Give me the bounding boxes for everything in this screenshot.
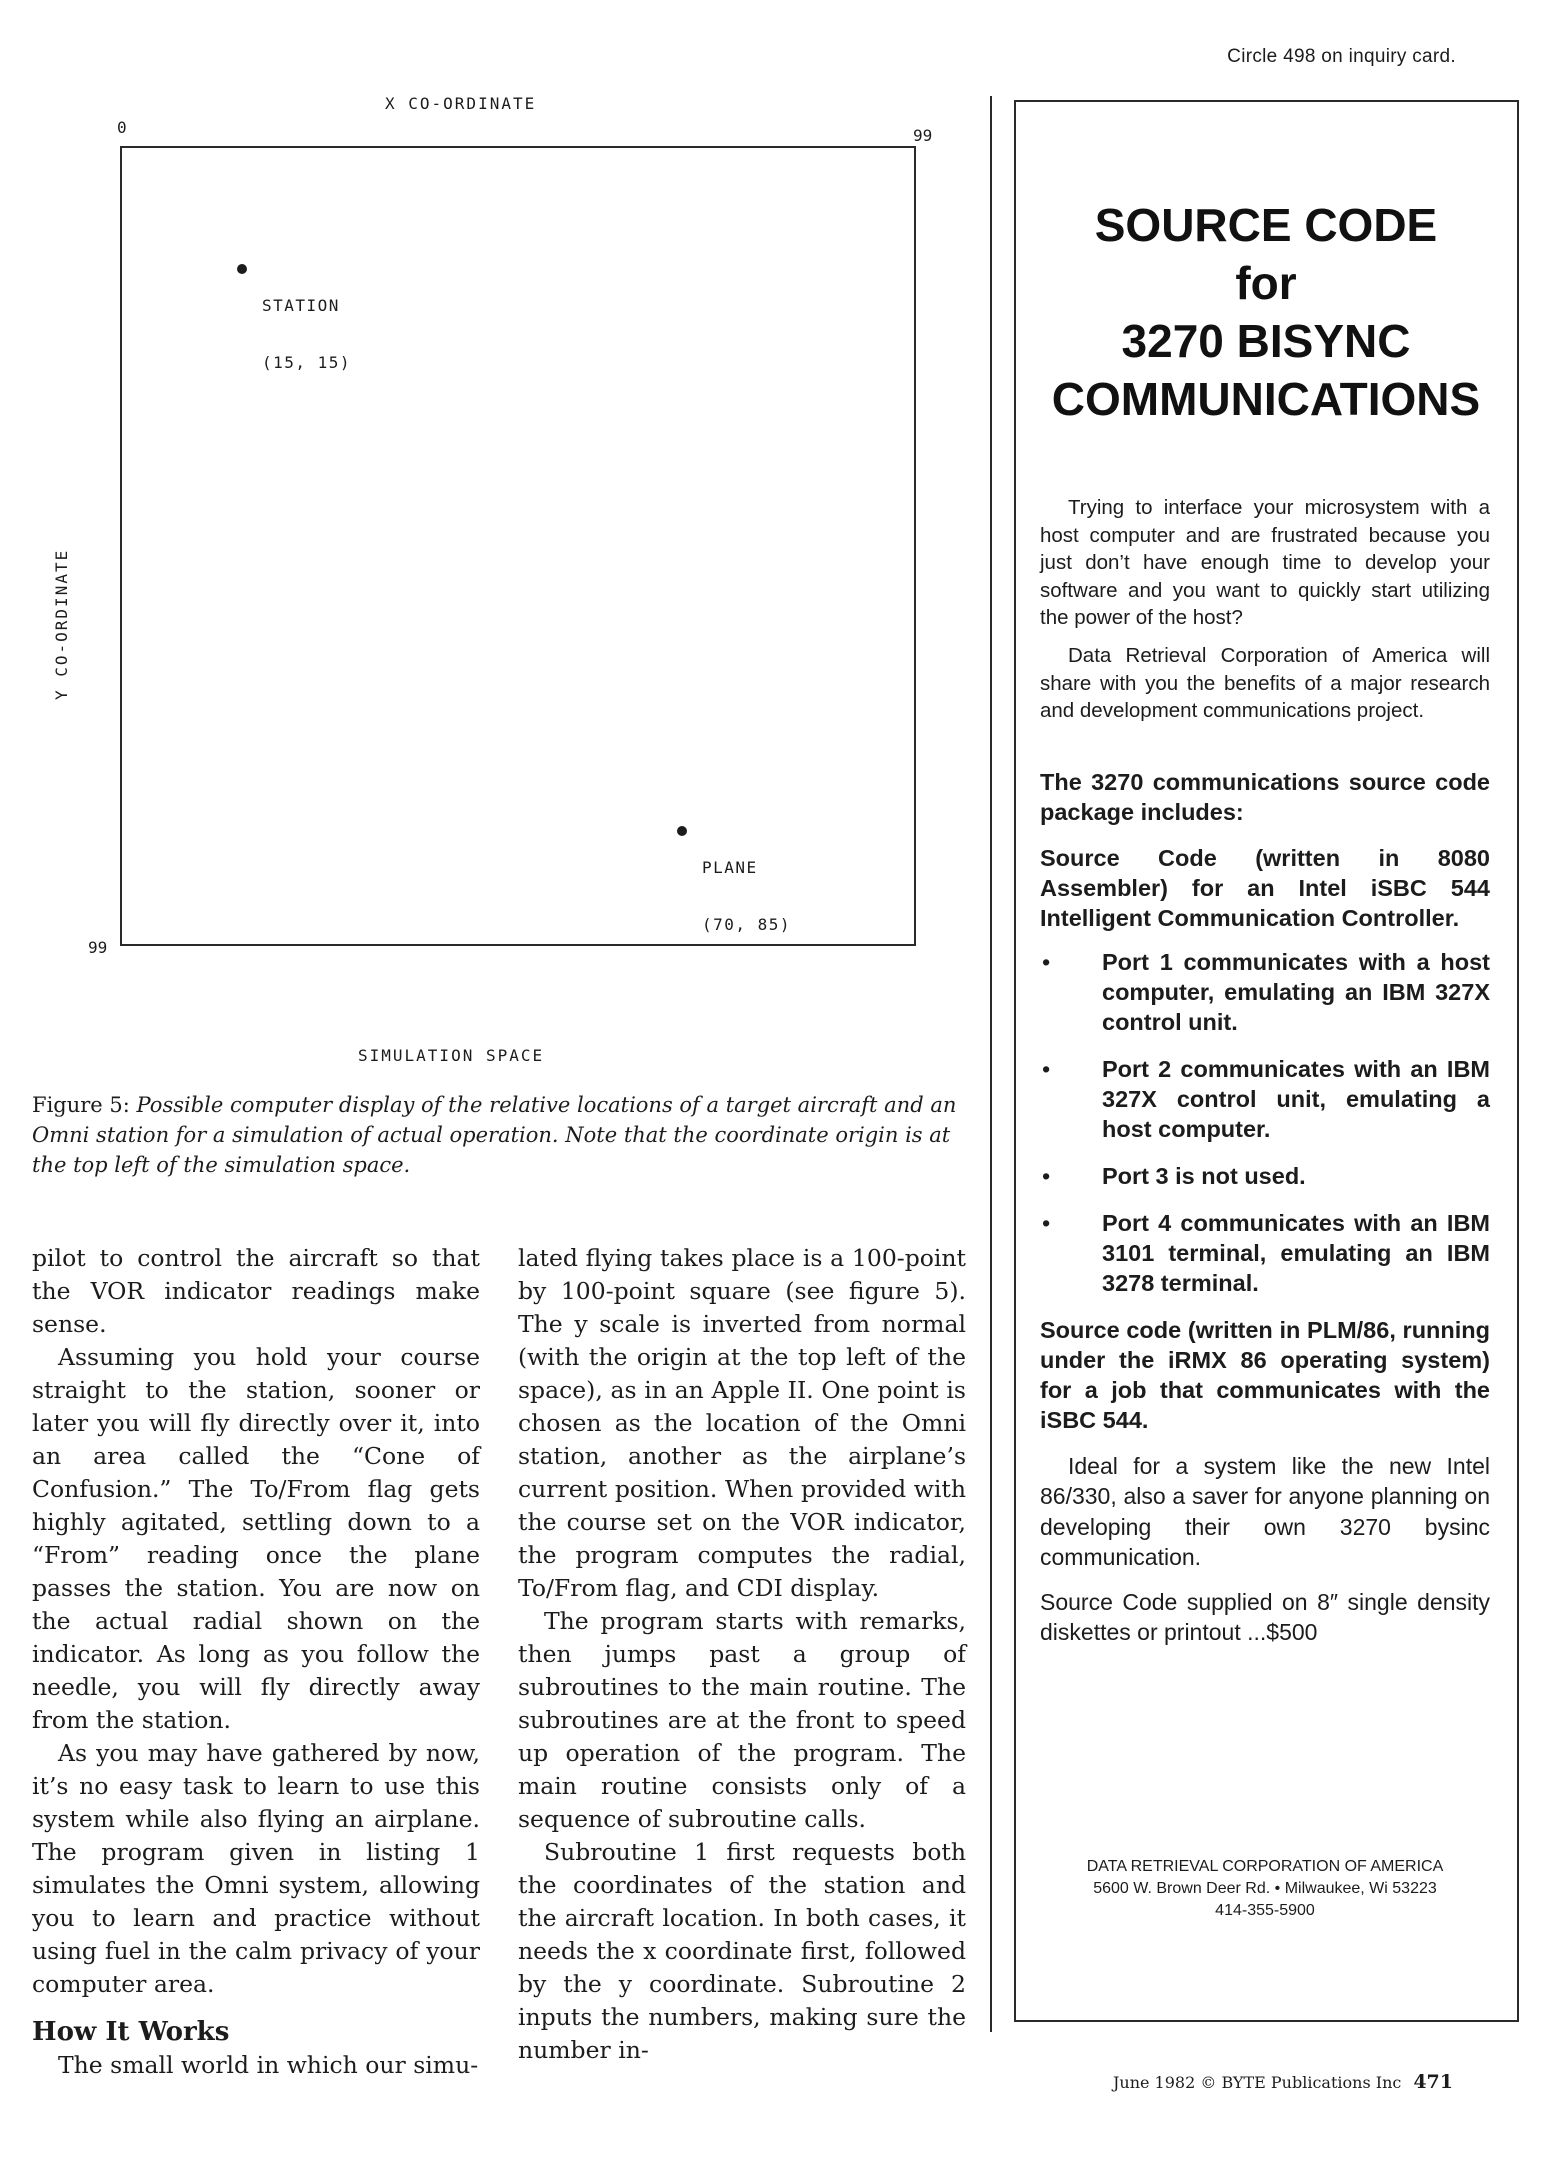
footer-issue: June 1982 © BYTE Publications Inc bbox=[1112, 2073, 1402, 2092]
station-name: STATION bbox=[262, 295, 340, 315]
ad-ideal-text: Ideal for a system like the new Intel 86/330, also a saver for anyone planning on developing their own 3270 bysinc communication. bbox=[1040, 1452, 1490, 1571]
figure-caption-text: Possible computer display of the relative locations of a target aircraft and an Omni station for a simulation of actual operation. Note that the coordinate origin is at the top left of the simulation space. bbox=[32, 1093, 957, 1177]
ad-package-heading: The 3270 communications source code package includes: bbox=[1040, 768, 1490, 825]
column-divider bbox=[990, 96, 992, 2032]
ad-headline-line: for bbox=[1235, 257, 1297, 309]
article-paragraph: pilot to control the aircraft so that the VOR indicator readings make sense. bbox=[32, 1244, 480, 1338]
page-footer bbox=[1113, 2071, 1453, 2093]
ad-price-text: Source Code supplied on 8″ single density diskettes or printout ...$500 bbox=[1040, 1588, 1490, 1646]
article-paragraph: The program starts with remarks, then jumps past a group of subroutines to the main routine. The subroutines are at the front to speed up operation of the program. The main routine consists only of a sequence of subroutine calls. bbox=[518, 1607, 966, 1833]
ad-port-item: • Port 2 communicates with an IBM 327X control unit, emulating a host computer. bbox=[1042, 1055, 1490, 1142]
article-paragraph: Assuming you hold your course straight to the station, sooner or later you will fly directly over it, into an area called the “Cone of Confusion.” The To/From flag gets highly agitated, settling down to a “From” reading once the plane passes the station. You are now on the actual radial shown on the indicator. As long as you follow the needle, you will fly directly away from the station. bbox=[32, 1343, 480, 1734]
ad-item: Source code (written in PLM/86, running under the iRMX 86 operating system) for a job that communicates with the iSBC 544. bbox=[1040, 1316, 1490, 1433]
bullet-icon: • bbox=[1042, 1162, 1051, 1189]
x-axis-max-label: 99 bbox=[913, 126, 933, 145]
y-axis-max-label: 99 bbox=[88, 938, 108, 957]
x-axis-min-label: 0 bbox=[117, 118, 127, 137]
company-address: 5600 W. Brown Deer Rd. • Milwaukee, Wi 53223 bbox=[1093, 1880, 1437, 1897]
article-paragraph: The small world in which our simu- bbox=[58, 2051, 479, 2079]
ad-intro: Trying to interface your microsystem with a host computer and are frustrated because you just don’t have enough time to develop your software and you want to quickly start utilizing the power of the host? bbox=[1040, 496, 1490, 630]
ad-item: Source Code (written in 8080 Assembler) for an Intel iSBC 544 Intelligent Communication Controller. bbox=[1040, 844, 1490, 931]
ad-contact bbox=[1030, 1856, 1500, 1922]
page-number: 471 bbox=[1413, 2071, 1453, 2093]
y-axis-title: Y CO-ORDINATE bbox=[52, 548, 71, 700]
plane-coords: (70, 85) bbox=[702, 915, 792, 935]
article-column-2 bbox=[518, 1242, 966, 2067]
x-axis-title: X CO-ORDINATE bbox=[385, 94, 537, 113]
figure-caption bbox=[32, 1090, 968, 1180]
ad-intro: Data Retrieval Corporation of America will share with you the benefits of a major research and development communications project. bbox=[1040, 643, 1490, 723]
article-paragraph: As you may have gathered by now, it’s no easy task to learn to use this system while also flying an airplane. The program given in listing 1 simulates the Omni system, allowing you to learn and practice without using fuel in the calm privacy of your computer area. bbox=[32, 1739, 480, 1998]
figure-caption-label: Figure 5: bbox=[32, 1093, 130, 1117]
ad-headline bbox=[1016, 196, 1516, 428]
article-column-1 bbox=[32, 1242, 480, 2082]
article-paragraph: lated flying takes place is a 100-point by 100-point square (see figure 5). The y scale is inverted from normal (with the origin at the top left of the space), as in an Apple II. One point is chosen as the location of the Omni station, another as the airplane’s current position. When provided with the course set on the VOR indicator, the program computes the radial, To/From flag, and CDI display. bbox=[518, 1244, 966, 1602]
ad-port-item: • Port 4 communicates with an IBM 3101 terminal, emulating an IBM 3278 terminal. bbox=[1042, 1209, 1490, 1296]
station-coords: (15, 15) bbox=[262, 352, 352, 372]
article-paragraph: Subroutine 1 first requests both the coordinates of the station and the aircraft location. In both cases, it needs the x coordinate first, followed by the y coordinate. Subroutine 2 inputs the numbers, making sure the number in- bbox=[518, 1838, 966, 2064]
bullet-icon: • bbox=[1042, 948, 1051, 975]
plane-label bbox=[702, 820, 791, 972]
ad-headline-line: 3270 BISYNC bbox=[1121, 315, 1411, 367]
bullet-icon: • bbox=[1042, 1209, 1051, 1236]
bullet-icon: • bbox=[1042, 1055, 1051, 1082]
plane-point bbox=[677, 826, 687, 836]
company-phone: 414-355-5900 bbox=[1215, 1902, 1315, 1919]
ad-port-item: • Port 3 is not used. bbox=[1042, 1162, 1306, 1189]
station-point bbox=[237, 264, 247, 274]
ad-headline-line: COMMUNICATIONS bbox=[1051, 373, 1481, 425]
section-heading: How It Works bbox=[32, 2017, 230, 2047]
ad-port-item: • Port 1 communicates with a host computer, emulating an IBM 327X control unit. bbox=[1042, 948, 1490, 1035]
ad-body bbox=[1040, 494, 1490, 1648]
station-label bbox=[262, 258, 351, 410]
ad-headline-line: SOURCE CODE bbox=[1094, 199, 1438, 251]
simulation-space-box bbox=[120, 146, 916, 946]
inquiry-note: Circle 498 on inquiry card. bbox=[1227, 46, 1456, 67]
company-name: DATA RETRIEVAL CORPORATION OF AMERICA bbox=[1086, 1858, 1444, 1875]
ad-port-list bbox=[1040, 947, 1490, 1298]
plane-name: PLANE bbox=[702, 858, 758, 878]
simulation-space-title: SIMULATION SPACE bbox=[358, 1046, 545, 1065]
